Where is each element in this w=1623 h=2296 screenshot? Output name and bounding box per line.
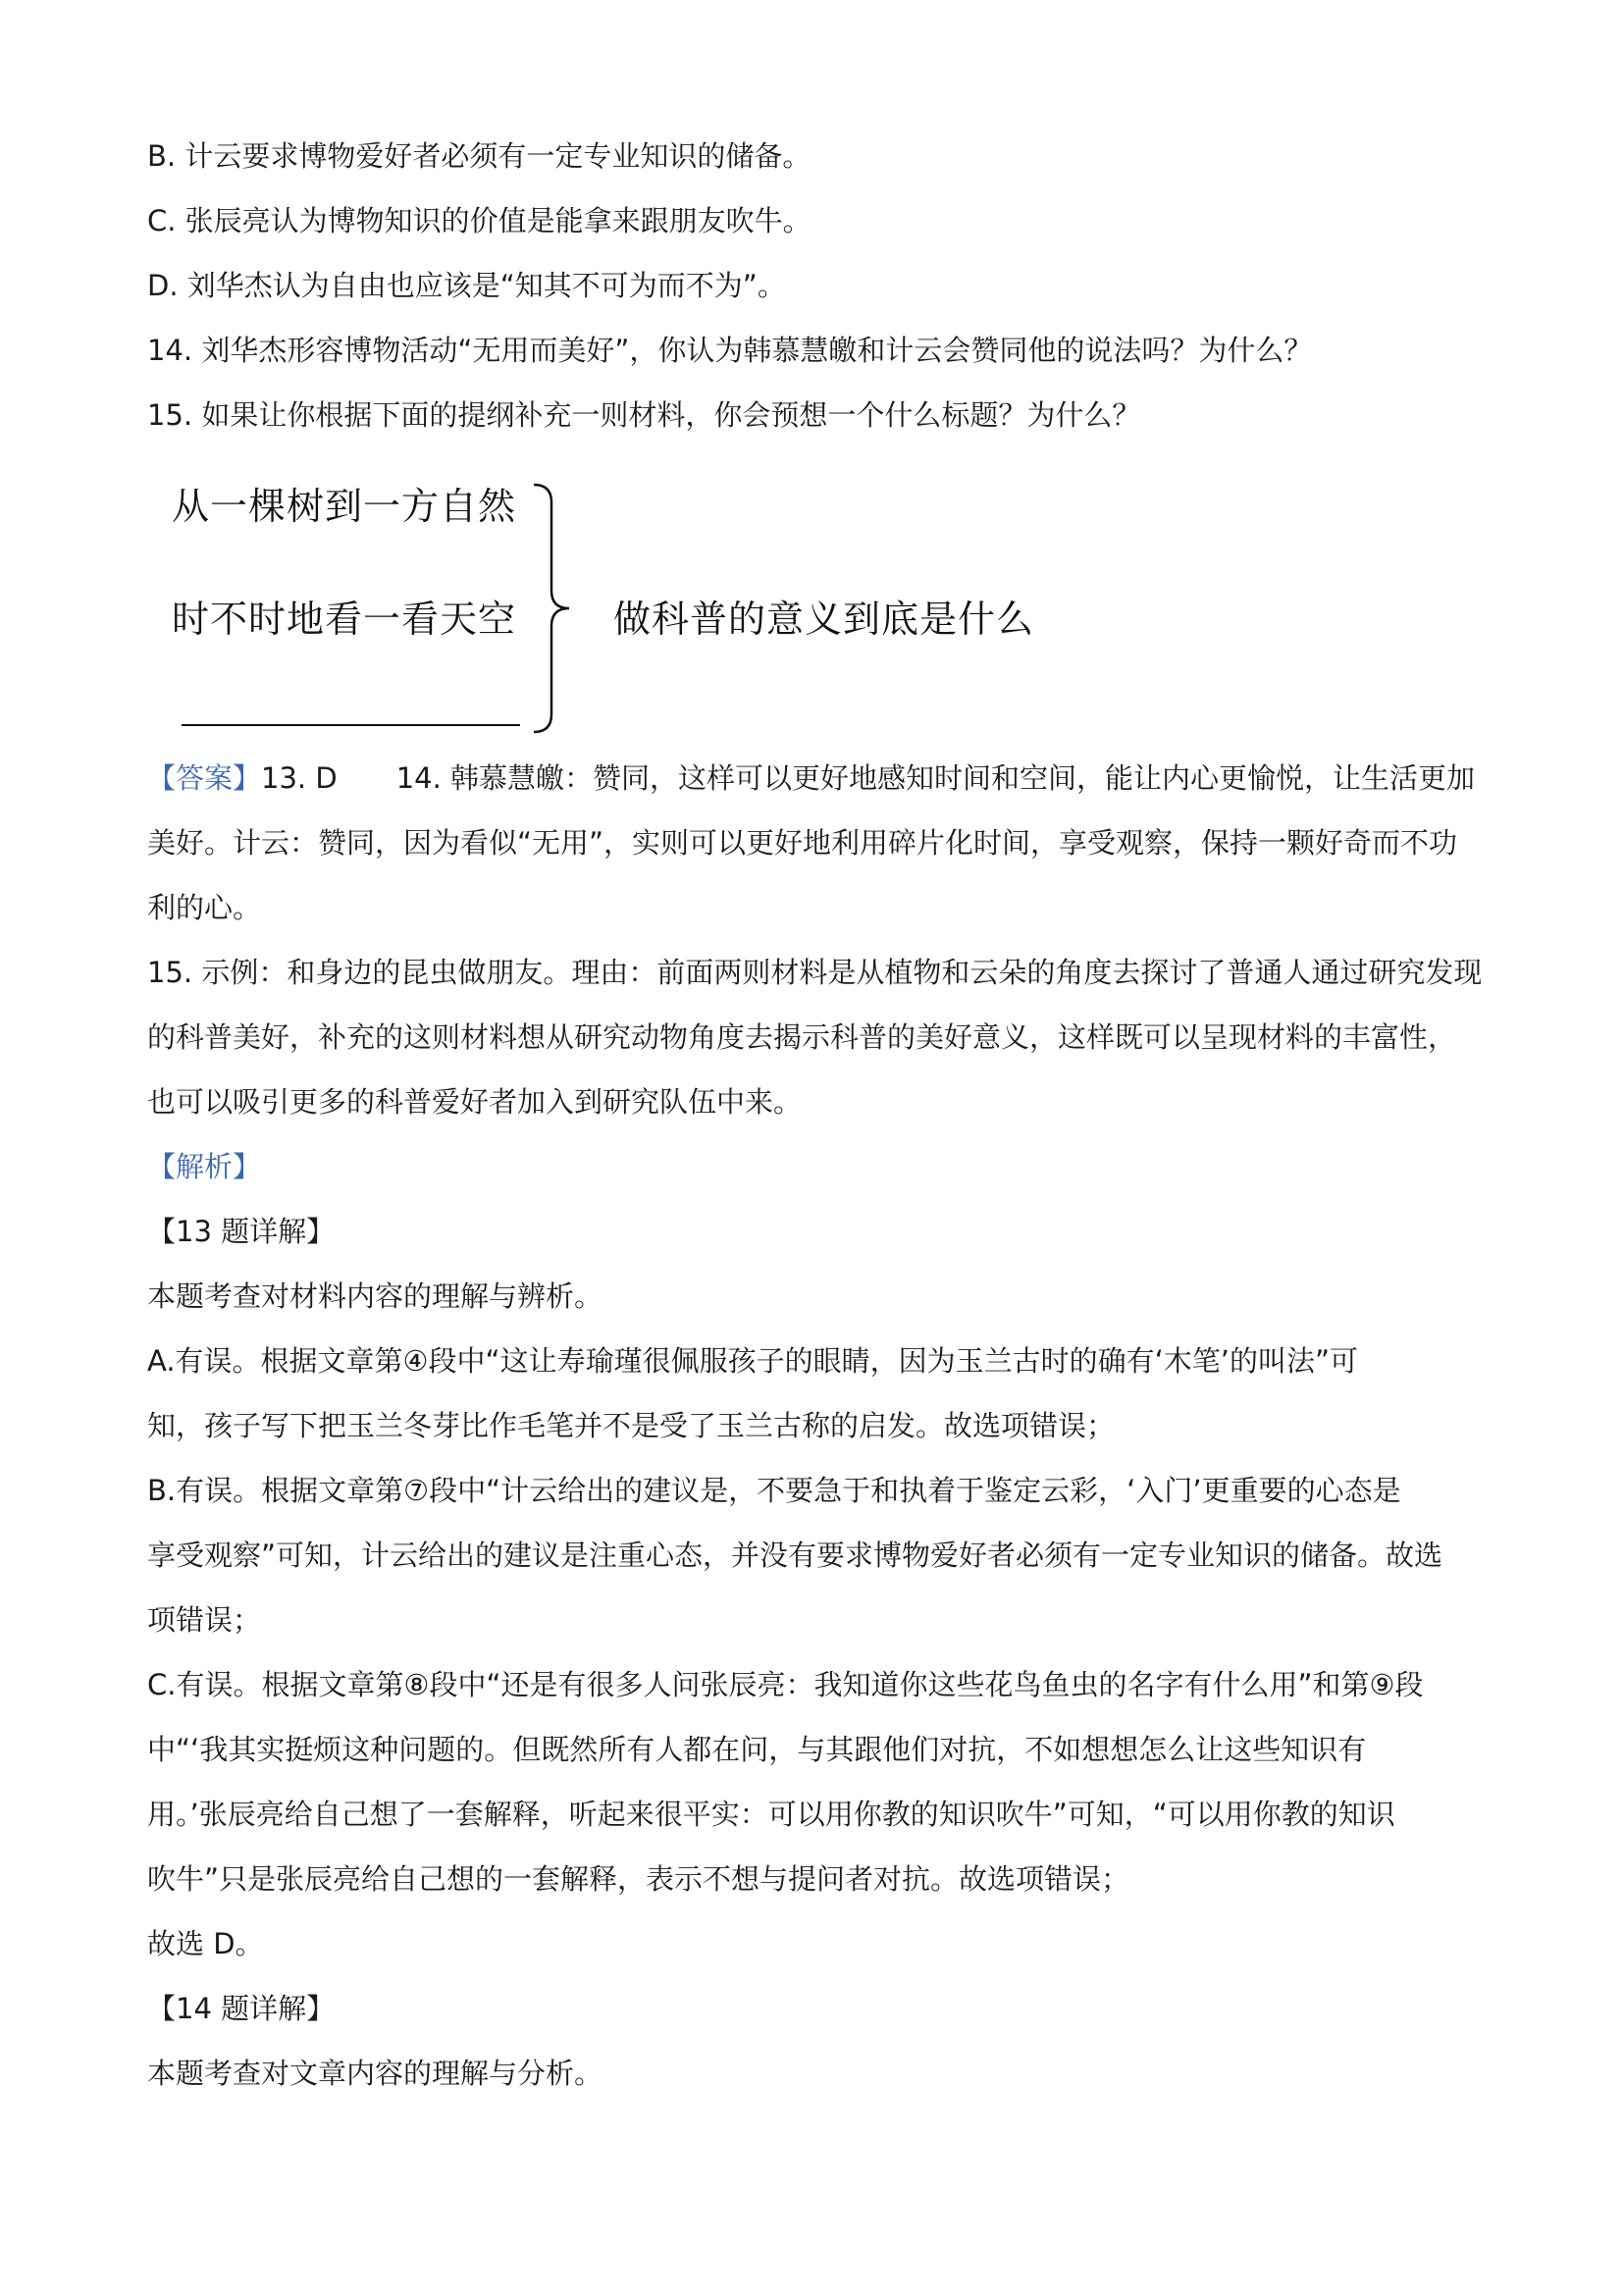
- outline-item-2: 时不时地看一看天空: [172, 598, 517, 641]
- analysis-label: 【解析】: [147, 1150, 262, 1183]
- answer-line-1: [147, 746, 1482, 810]
- q13-intro: 本题考查对材料内容的理解与辨析。: [147, 1279, 603, 1313]
- answer-13: 13. D: [261, 761, 338, 795]
- analysis-a-1: A.有误。根据文章第④段中“这让寿瑜瑾很佩服孩子的眼睛，因为玉兰古时的确有‘木笔’的叫法”可: [147, 1344, 1359, 1378]
- answer-label: 【答案】: [147, 761, 262, 795]
- answer-15-part-1: 15. 示例：和身边的昆虫做朋友。理由：前面两则材料是从植物和云朵的角度去探讨了普通人通过研究发现: [147, 956, 1483, 989]
- q14-detail-title: 【14 题详解】: [147, 1992, 336, 2025]
- analysis-b-1: B.有误。根据文章第⑦段中“计云给出的建议是，不要急于和执着于鉴定云彩，‘入门’更重要的心态是: [147, 1474, 1401, 1507]
- analysis-c-2: 中“‘我其实挺烦这种问题的。但既然所有人都在问，与其跟他们对抗，不如想想怎么让这些知识有: [147, 1733, 1367, 1766]
- curly-brace-icon: [530, 481, 579, 736]
- analysis-c-4: 吹牛”只是张辰亮给自己想的一套解释，表示不想与提问者对抗。故选项错误；: [147, 1862, 1130, 1896]
- outline-blank-line: [182, 724, 520, 726]
- question-15: 15. 如果让你根据下面的提纲补充一则材料，你会预想一个什么标题？为什么？: [147, 398, 1141, 432]
- option-b: B. 计云要求博物爱好者必须有一定专业知识的储备。: [147, 139, 812, 173]
- option-d: D. 刘华杰认为自由也应该是“知其不可为而不为”。: [147, 269, 786, 302]
- answer-14-part-3: 利的心。: [147, 891, 262, 924]
- analysis-choose: 故选 D。: [147, 1927, 264, 1960]
- answer-15-part-3: 也可以吸引更多的科普爱好者加入到研究队伍中来。: [147, 1085, 803, 1119]
- q13-detail-title: 【13 题详解】: [147, 1215, 336, 1248]
- analysis-b-3: 项错误；: [147, 1603, 262, 1637]
- answer-15-part-2: 的科普美好，补充的这则材料想从研究动物角度去揭示科普的美好意义，这样既可以呈现材料的丰富性，: [147, 1020, 1457, 1054]
- outline-diagram: [147, 461, 1128, 756]
- outline-target: 做科普的意义到底是什么: [613, 598, 1035, 641]
- analysis-c-3: 用。’张辰亮给自己想了一套解释，听起来很平实：可以用你教的知识吹牛”可知，“可以用你教的知识: [147, 1798, 1395, 1831]
- analysis-b-2: 享受观察”可知，计云给出的建议是注重心态，并没有要求博物爱好者必须有一定专业知识的储备。故选: [147, 1539, 1443, 1572]
- answer-14-part-1: 14. 韩慕慧皦：赞同，这样可以更好地感知时间和空间，能让内心更愉悦，让生活更加: [395, 761, 1476, 795]
- answer-14-part-2: 美好。计云：赞同，因为看似“无用”，实则可以更好地利用碎片化时间，享受观察，保持一颗好奇而不功: [147, 826, 1458, 860]
- question-14: 14. 刘华杰形容博物活动“无用而美好”，你认为韩慕慧皦和计云会赞同他的说法吗？为什么？: [147, 334, 1313, 367]
- q14-intro: 本题考查对文章内容的理解与分析。: [147, 2057, 603, 2090]
- outline-item-1: 从一棵树到一方自然: [172, 485, 517, 528]
- analysis-a-2: 知，孩子写下把玉兰冬芽比作毛笔并不是受了玉兰古称的启发。故选项错误；: [147, 1409, 1116, 1442]
- analysis-c-1: C.有误。根据文章第⑧段中“还是有很多人问张辰亮：我知道你这些花鸟鱼虫的名字有什么用”和第⑨段: [147, 1668, 1424, 1701]
- option-c: C. 张辰亮认为博物知识的价值是能拿来跟朋友吹牛。: [147, 204, 812, 237]
